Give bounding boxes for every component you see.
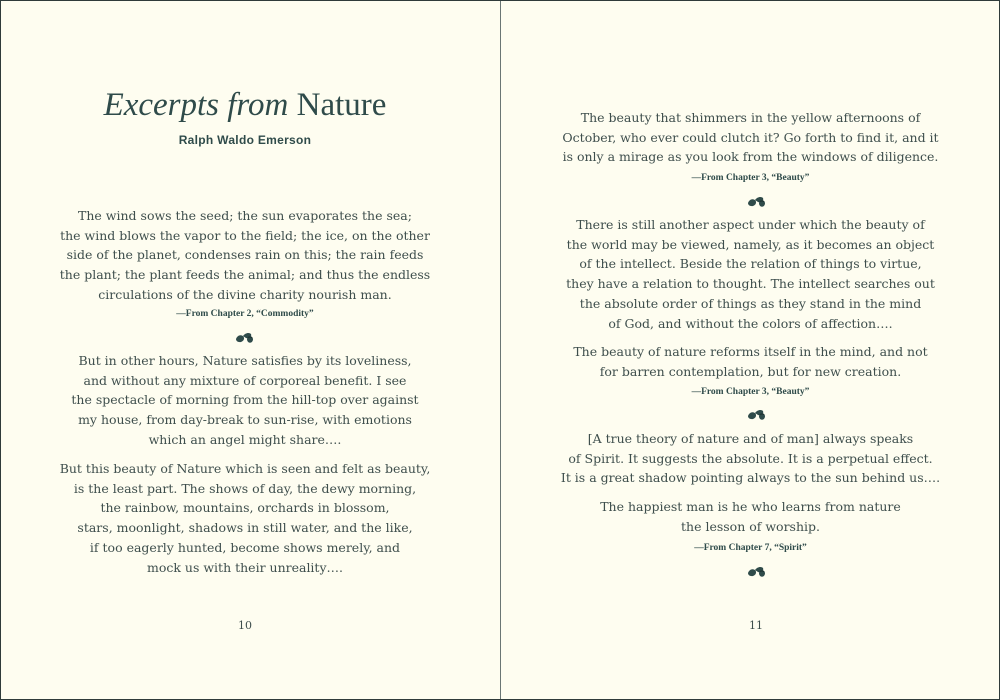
text-line: the plant; the plant feeds the animal; and thus the endless xyxy=(59,267,431,283)
title-rest: Nature xyxy=(296,87,387,123)
acorn-leaf-icon xyxy=(746,407,768,421)
text-line: is the least part. The shows of day, the dewy morning, xyxy=(73,480,417,496)
acorn-leaf-icon xyxy=(746,194,768,208)
text-line: But in other hours, Nature satisfies by its loveliness, xyxy=(78,353,412,368)
text-line: There is still another aspect under which the beauty of xyxy=(576,217,925,232)
page-number: 10 xyxy=(238,619,252,632)
chapter-citation: —From Chapter 2, “Commodity” xyxy=(176,309,314,319)
text-line: the world may be viewed, namely, as it becomes an object xyxy=(566,236,935,252)
text-line: my house, from day-break to sun-rise, with emotions xyxy=(78,412,412,428)
text-line: It is a great shadow pointing always to the sun behind us…. xyxy=(560,470,941,486)
text-line: if too eagerly hunted, become shows merely, and xyxy=(89,539,401,555)
author-name: Ralph Waldo Emerson xyxy=(178,133,312,147)
text-line: circulations of the divine charity nourish man. xyxy=(98,286,392,302)
text-line: the rainbow, mountains, orchards in blossom, xyxy=(100,500,390,516)
text-line: the spectacle of morning from the hill-top over against xyxy=(71,392,419,408)
excerpt-paragraph xyxy=(1,206,489,305)
text-line: and without any mixture of corporeal benefit. I see xyxy=(83,372,407,388)
excerpt-paragraph xyxy=(501,108,1000,167)
text-line: of the intellect. Beside the relation of things to virtue, xyxy=(579,256,922,272)
text-line: the lesson of worship. xyxy=(681,518,820,534)
chapter-citation: —From Chapter 3, “Beauty” xyxy=(691,387,810,397)
text-line: of God, and without the colors of affection…. xyxy=(608,315,893,331)
chapter-citation: —From Chapter 7, “Spirit” xyxy=(694,543,807,553)
excerpt-paragraph xyxy=(1,459,489,577)
text-line: they have a relation to thought. The intellect searches out xyxy=(566,276,935,292)
text-line: is only a mirage as you look from the windows of diligence. xyxy=(562,149,939,165)
excerpt-paragraph xyxy=(501,215,1000,333)
page-number: 11 xyxy=(749,619,763,632)
acorn-leaf-icon xyxy=(746,564,768,578)
excerpt-paragraph xyxy=(1,351,489,450)
text-line: The beauty that shimmers in the yellow afternoons of xyxy=(580,110,921,125)
page-title xyxy=(1,87,489,124)
acorn-leaf-icon xyxy=(234,330,256,344)
excerpt-paragraph xyxy=(501,497,1000,536)
text-line: the wind blows the vapor to the field; the ice, on the other xyxy=(60,227,430,243)
text-line: The wind sows the seed; the sun evaporates the sea; xyxy=(78,208,412,223)
text-line: But this beauty of Nature which is seen and felt as beauty, xyxy=(59,461,431,476)
text-line: [A true theory of nature and of man] always speaks xyxy=(587,431,914,446)
excerpt-paragraph xyxy=(501,429,1000,488)
text-line: The happiest man is he who learns from nature xyxy=(600,499,901,514)
text-line: side of the planet, condenses rain on this; the rain feeds xyxy=(66,247,424,263)
text-line: of Spirit. It suggests the absolute. It is a perpetual effect. xyxy=(568,450,933,466)
text-line: October, who ever could clutch it? Go forth to find it, and it xyxy=(562,129,939,145)
text-line: for barren contemplation, but for new creation. xyxy=(599,363,902,379)
text-line: The beauty of nature reforms itself in the mind, and not xyxy=(573,344,928,359)
text-line: stars, moonlight, shadows in still water, and the like, xyxy=(77,520,413,536)
title-italic: Excerpts from xyxy=(103,87,289,123)
left-page xyxy=(1,1,500,699)
chapter-citation: —From Chapter 3, “Beauty” xyxy=(691,173,810,183)
excerpt-paragraph xyxy=(501,342,1000,381)
text-line: the absolute order of things as they stand in the mind xyxy=(579,295,922,311)
right-page xyxy=(501,1,1000,699)
text-line: which an angel might share…. xyxy=(148,431,342,447)
text-line: mock us with their unreality…. xyxy=(146,559,343,575)
